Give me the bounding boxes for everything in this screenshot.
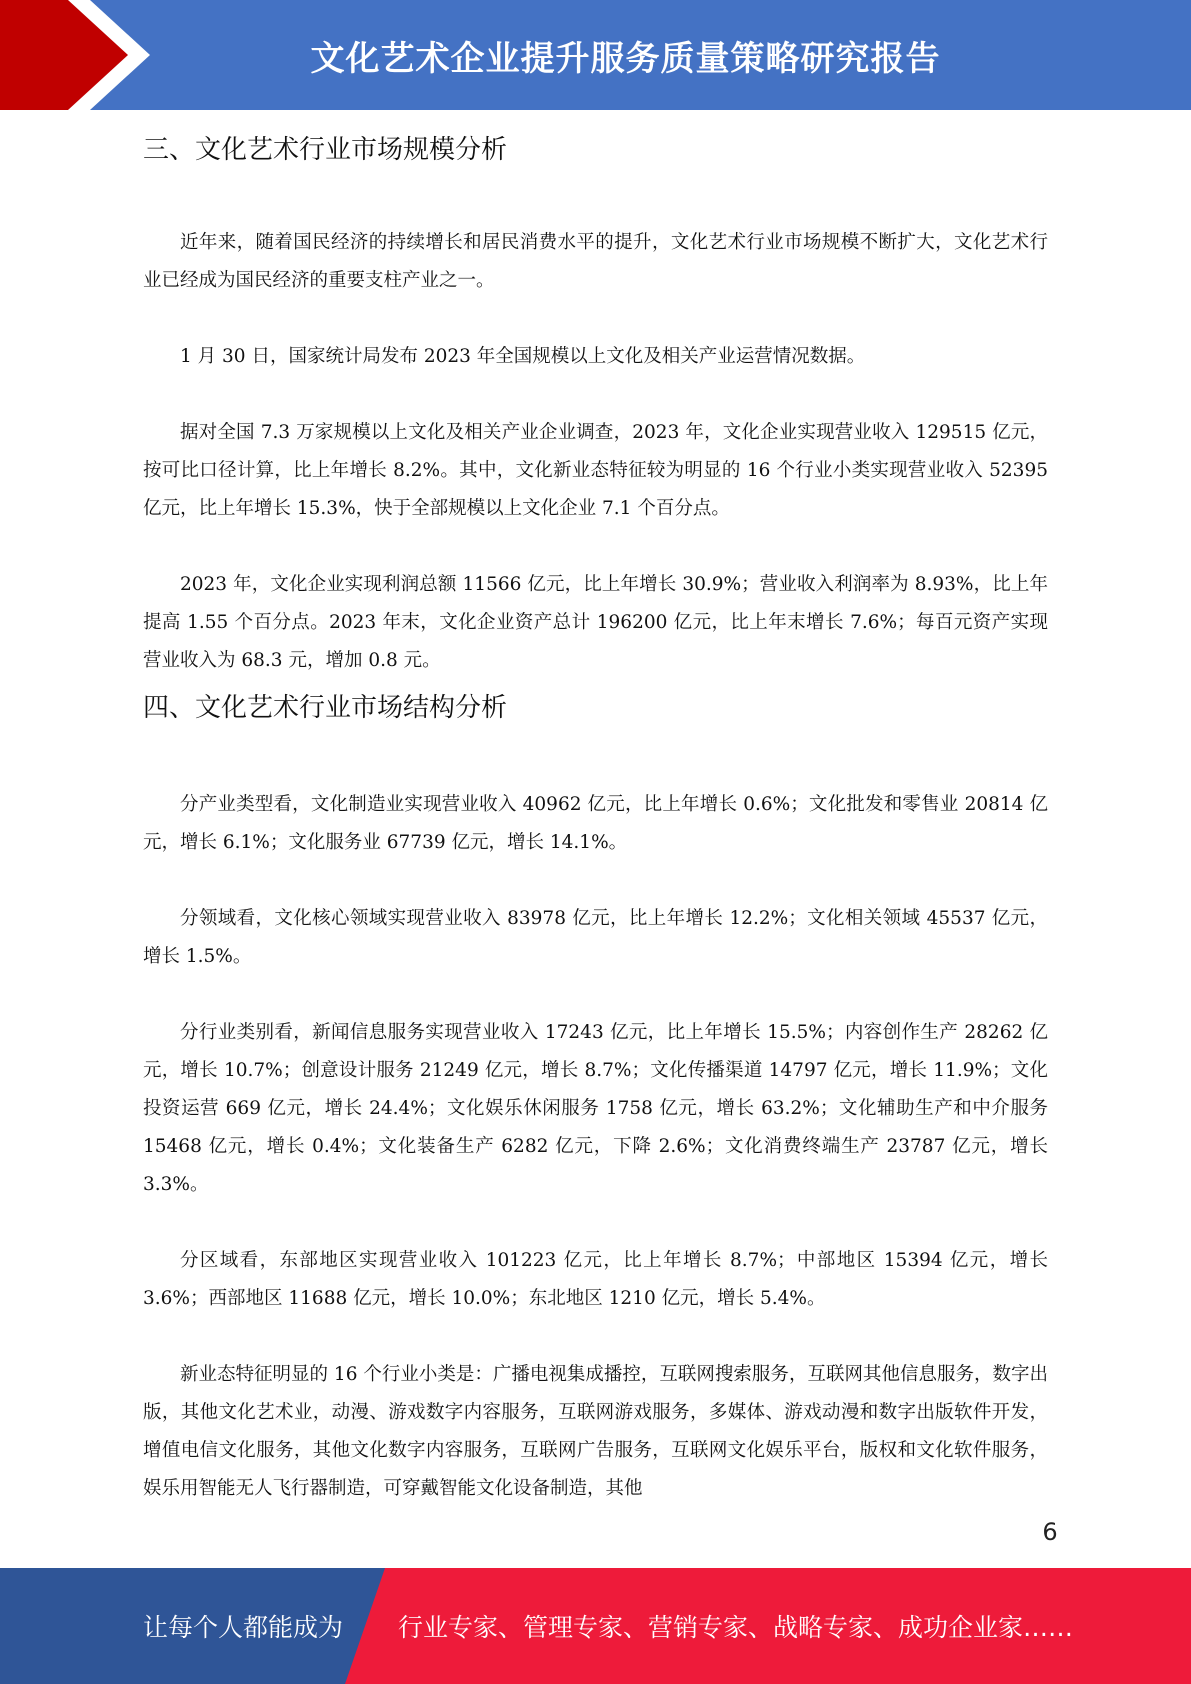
section-heading-market-structure: 四、文化艺术行业市场结构分析 bbox=[143, 693, 508, 723]
page-header bbox=[0, 0, 1191, 110]
footer-slogan-right: 行业专家、管理专家、营销专家、战略专家、成功企业家…… bbox=[398, 1613, 1074, 1642]
paragraph: 据对全国 7.3 万家规模以上文化及相关产业企业调查，2023 年，文化企业实现营业收入 129515 亿元，按可比口径计算，比上年增长 8.2%。其中，文化新业态特征较为明显的 16 个行业小类实现营业收入 52395 亿元，比上年增长 15.3%，快于全部规模以上文化企业 7.1 个百分点。 bbox=[143, 422, 1048, 519]
paragraph: 近年来，随着国民经济的持续增长和居民消费水平的提升，文化艺术行业市场规模不断扩大，文化艺术行业已经成为国民经济的重要支柱产业之一。 bbox=[143, 232, 1048, 291]
header-chevron-decoration bbox=[0, 0, 150, 110]
page-footer bbox=[0, 1568, 1191, 1684]
section-heading-market-size: 三、文化艺术行业市场规模分析 bbox=[143, 135, 508, 165]
paragraph: 分领域看，文化核心领域实现营业收入 83978 亿元，比上年增长 12.2%；文化相关领域 45537 亿元，增长 1.5%。 bbox=[143, 908, 1048, 967]
paragraph: 2023 年，文化企业实现利润总额 11566 亿元，比上年增长 30.9%；营业收入利润率为 8.93%，比上年提高 1.55 个百分点。2023 年末，文化企业资产总计 196200 亿元，比上年末增长 7.6%；每百元资产实现营业收入为 68.3 元，增加 0.8 元。 bbox=[143, 574, 1048, 671]
document-body bbox=[143, 130, 1048, 1508]
paragraph: 新业态特征明显的 16 个行业小类是：广播电视集成播控，互联网搜索服务，互联网其他信息服务，数字出版，其他文化艺术业，动漫、游戏数字内容服务，互联网游戏服务，多媒体、游戏动漫和数字出版软件开发，增值电信文化服务，其他文化数字内容服务，互联网广告服务，互联网文化娱乐平台，版权和文化软件服务，娱乐用智能无人飞行器制造，可穿戴智能文化设备制造，其他 bbox=[143, 1364, 1048, 1499]
paragraph: 分产业类型看，文化制造业实现营业收入 40962 亿元，比上年增长 0.6%；文化批发和零售业 20814 亿元，增长 6.1%；文化服务业 67739 亿元，增长 14.1%。 bbox=[143, 794, 1048, 853]
paragraph: 1 月 30 日，国家统计局发布 2023 年全国规模以上文化及相关产业运营情况数据。 bbox=[180, 346, 866, 367]
paragraph: 分行业类别看，新闻信息服务实现营业收入 17243 亿元，比上年增长 15.5%；内容创作生产 28262 亿元，增长 10.7%；创意设计服务 21249 亿元，增长 8.7%；文化传播渠道 14797 亿元，增长 11.9%；文化投资运营 669 亿元，增长 24.4%；文化娱乐休闲服务 1758 亿元，增长 63.2%；文化辅助生产和中介服务 15468 亿元，增长 0.4%；文化装备生产 6282 亿元，下降 2.6%；文化消费终端生产 23787 亿元，增长 3.3%。 bbox=[143, 1022, 1048, 1195]
footer-slogan-left: 让每个人都能成为 bbox=[143, 1613, 344, 1642]
page-number: 6 bbox=[1042, 1518, 1058, 1546]
paragraph: 分区域看，东部地区实现营业收入 101223 亿元，比上年增长 8.7%；中部地区 15394 亿元，增长 3.6%；西部地区 11688 亿元，增长 10.0%；东北地区 1210 亿元，增长 5.4%。 bbox=[143, 1250, 1048, 1309]
document-title: 文化艺术企业提升服务质量策略研究报告 bbox=[310, 38, 941, 79]
